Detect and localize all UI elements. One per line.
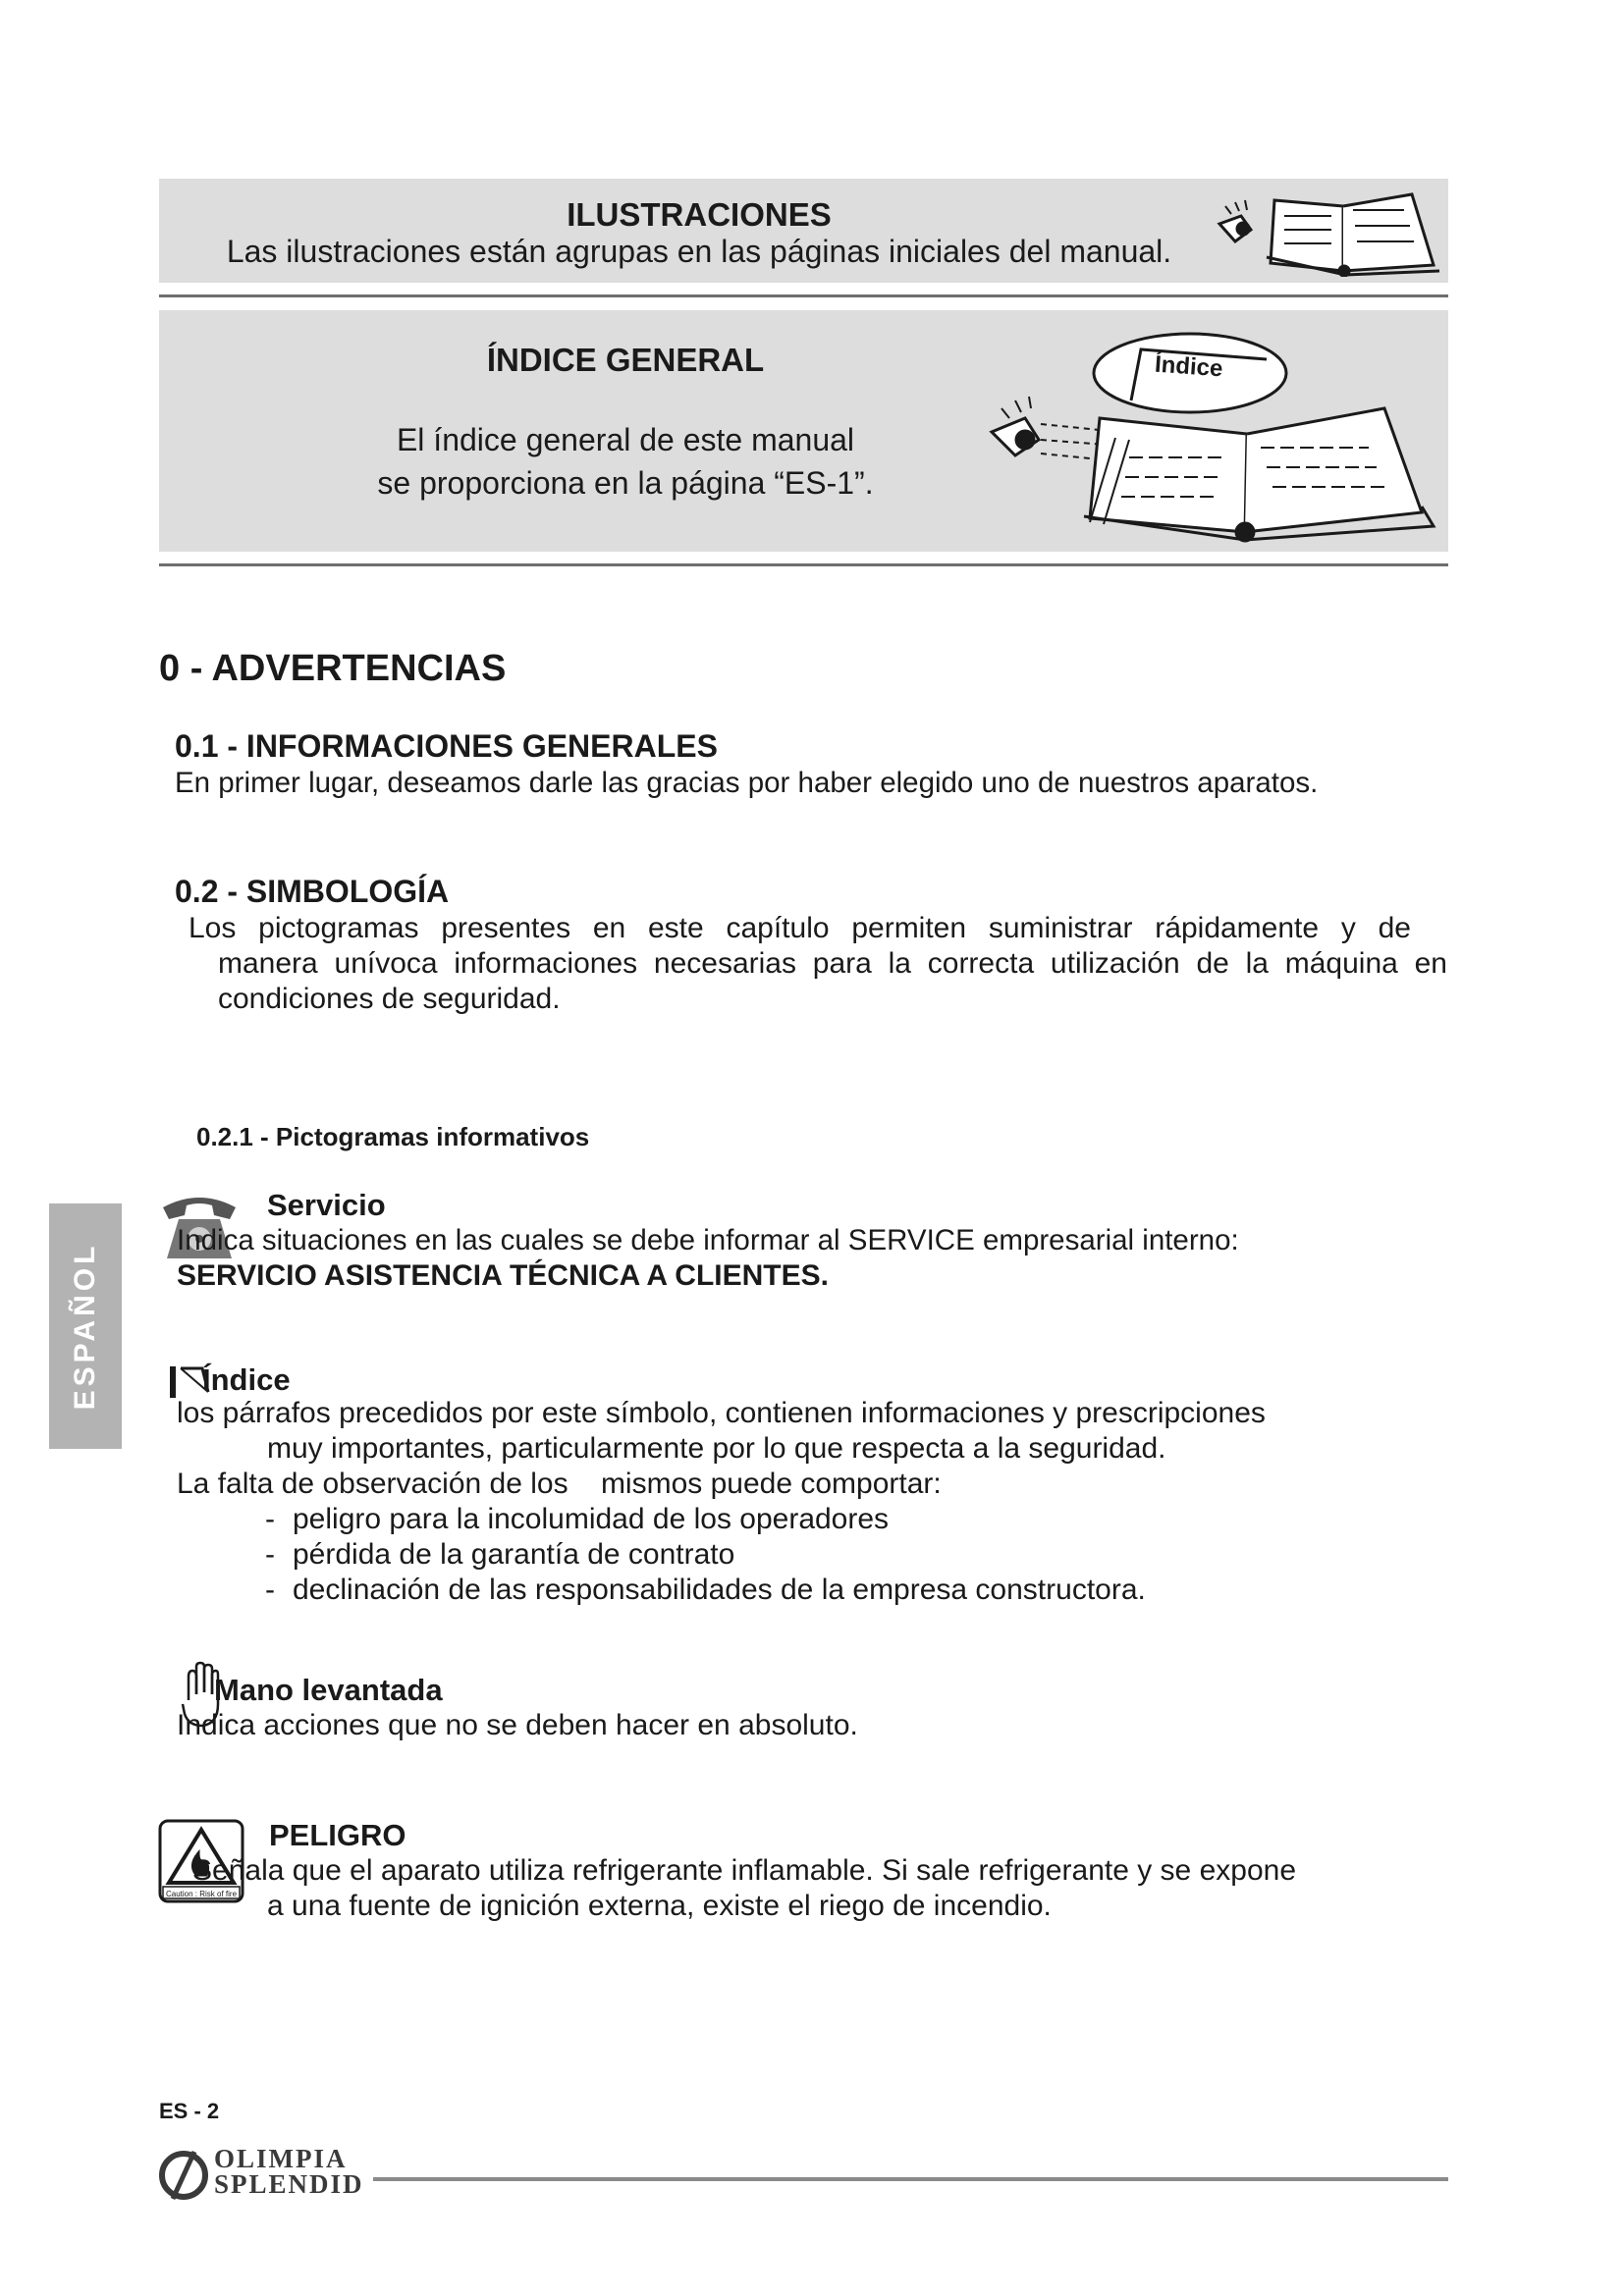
- servicio-text-line2: SERVICIO ASISTENCIA TÉCNICA A CLIENTES.: [177, 1259, 829, 1292]
- open-book-small-icon: [1216, 187, 1443, 277]
- illustrations-title: ILUSTRACIONES: [567, 196, 832, 233]
- indice-title: Índice: [202, 1362, 291, 1397]
- indice-bullet-list: [265, 1502, 1146, 1608]
- peligro-text-line1: Señala que el aparato utiliza refrigerante inflamable. Si sale refrigerante y se expone: [192, 1854, 1297, 1887]
- mano-text: Indica acciones que no se deben hacer en absoluto.: [177, 1709, 858, 1741]
- subsection-1-text: En primer lugar, deseamos darle las gracias por haber elegido uno de nuestros aparatos.: [175, 767, 1319, 799]
- subsection-2-text-rest: manera unívoca informaciones necesarias para la correcta utilización de la máquina en condiciones de seguridad.: [218, 947, 1447, 1015]
- subsection-3-title: 0.2.1 - Pictogramas informativos: [196, 1122, 590, 1151]
- indice-text-line3: La falta de observación de los mismos puede comportar:: [177, 1468, 942, 1500]
- logo-line1: OLIMPIA: [214, 2144, 348, 2173]
- indice-text-line1: los párrafos precedidos por este símbolo, contienen informaciones y prescripciones: [177, 1397, 1266, 1429]
- list-item: - declinación de las responsabilidades de la empresa constructora.: [265, 1573, 1146, 1608]
- index-text-line1: El índice general de este manual: [396, 422, 855, 457]
- subsection-1-title: 0.1 - INFORMACIONES GENERALES: [175, 728, 718, 764]
- list-item: - pérdida de la garantía de contrato: [265, 1537, 1146, 1573]
- index-text-line2: se proporciona en la página “ES-1”.: [377, 465, 874, 501]
- subsection-2-text-line1: Los pictogramas presentes en este capítulo permiten suministrar rápidamente y de: [189, 912, 1411, 944]
- page-number: ES - 2: [159, 2099, 220, 2123]
- footer-rule: [373, 2177, 1448, 2181]
- illustrations-text: Las ilustraciones están agrupas en las páginas iniciales del manual.: [226, 234, 1172, 269]
- subsection-2-title: 0.2 - SIMBOLOGÍA: [175, 874, 450, 909]
- index-bubble-label: Índice: [1154, 350, 1224, 383]
- mano-title: Mano levantada: [214, 1673, 443, 1707]
- servicio-text-line1: Indica situaciones en las cuales se debe informar al SERVICE empresarial interno:: [177, 1224, 1239, 1256]
- section-title: 0 - ADVERTENCIAS: [159, 648, 507, 689]
- index-title: ÍNDICE GENERAL: [486, 342, 765, 378]
- peligro-title: PELIGRO: [269, 1818, 406, 1852]
- language-side-tab: ESPAÑOL: [49, 1203, 122, 1449]
- list-item: - peligro para la incolumidad de los operadores: [265, 1502, 1146, 1537]
- index-bottom-rule: [159, 563, 1448, 566]
- peligro-text-line2: a una fuente de ignición externa, existe el riego de incendio.: [267, 1890, 1052, 1922]
- indice-text-line2: muy importantes, particularmente por lo que respecta a la seguridad.: [267, 1432, 1166, 1465]
- servicio-title: Servicio: [267, 1188, 386, 1222]
- fire-warning-caption: Caution : Risk of fire: [165, 1890, 238, 1898]
- logo-line2: SPLENDID: [214, 2169, 364, 2199]
- illustrations-bottom-rule: [159, 294, 1448, 297]
- olimpia-splendid-logo-icon: [157, 2148, 210, 2203]
